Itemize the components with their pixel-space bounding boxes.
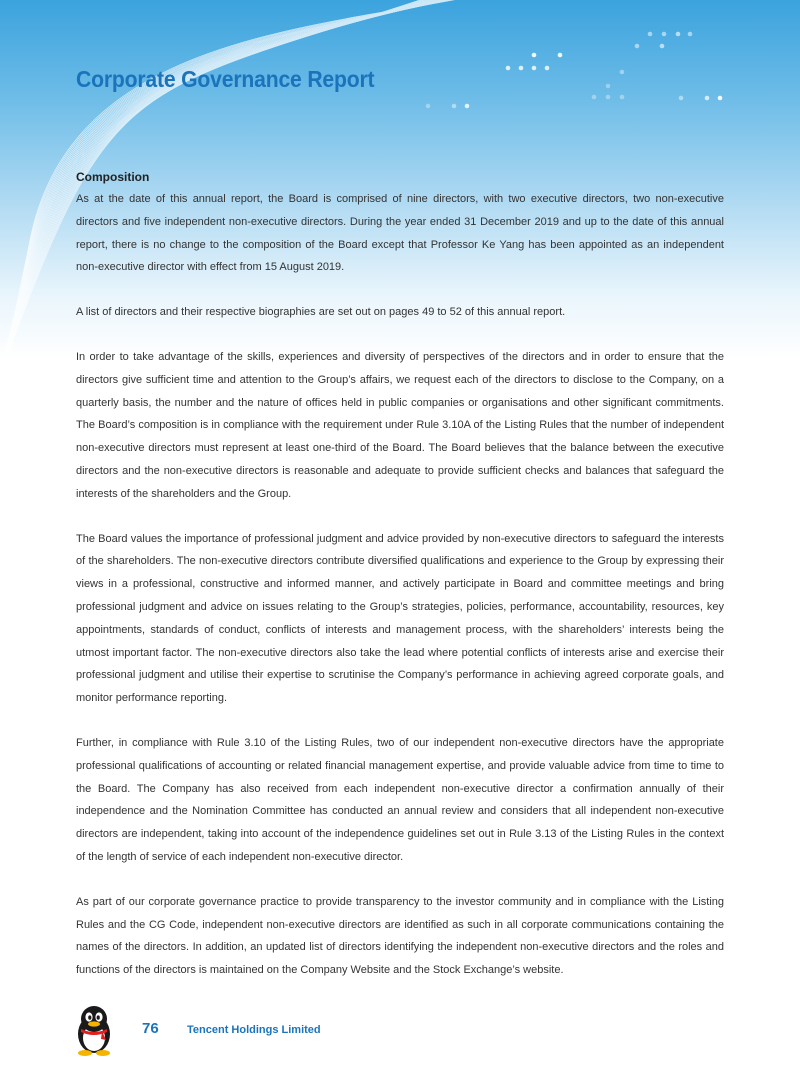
decorative-dot [506, 66, 511, 71]
paragraph: The Board values the importance of professional judgment and advice provided by non-executive directors to safeguard the interests of the shareholders. The non-executive directors contribute diversified qualifications and experience to the Group by expressing their views in a professional, constructive and informed manner, and actively participate in Board and committee meetings and bring professional judgment and advice on issues relating to the Group’s strategies, policies, performance, accountability, resources, key appointments, standards of conduct, conflicts of interests and management process, with the shareholders’ interests being the utmost important factor. The non-executive directors also take the lead where potential conflicts of interests arise and exercise their professional judgment and utilise their expertise to scrutinise the Company’s performance in achieving agreed corporate goals, and monitor performance reporting. [76, 532, 724, 705]
decorative-dot [676, 32, 681, 37]
decorative-dot [620, 70, 625, 75]
decorative-dot [635, 44, 640, 49]
paragraph: As at the date of this annual report, the Board is comprised of nine directors, with two executive directors, two non-executive directors and five independent non-executive directors. During the year ended 31 December 2019 and up to the date of this annual report, there is no change to the composition of the Board except that Professor Ke Yang has been appointed as an independent non-executive director with effect from 15 August 2019. [76, 193, 724, 274]
decorative-dot [606, 95, 611, 100]
section-heading: Composition [76, 170, 150, 184]
decorative-dot [452, 104, 457, 109]
decorative-dot [592, 95, 597, 100]
decorative-dot [545, 66, 550, 71]
paragraph: Further, in compliance with Rule 3.10 of the Listing Rules, two of our independent non-executive directors have the appropriate professional qualifications of accounting or related financial management expertise, and provide valuable advice from time to time to the Board. The Company has also received from each independent non-executive director a confirmation annually of their independence and the Nomination Committee has conducted an annual review and considers that all independent non-executive directors are independent, taking into account of the independence guidelines set out in Rule 3.13 of the Listing Rules in the context of the length of service of each independent non-executive director. [76, 736, 724, 863]
paragraph: In order to take advantage of the skills, experiences and diversity of perspectives of the directors and in order to ensure that the directors give sufficient time and attention to the Group’s affairs, we request each of the directors to disclose to the Company, on a quarterly basis, the number and the nature of offices held in public companies or organisations and other significant commitments. The Board’s composition is in compliance with the requirement under Rule 3.10A of the Listing Rules that the number of independent non-executive directors must represent at least one-third of the Board. The Board believes that the balance between the executive directors and the non-executive directors is reasonable and adequate to provide sufficient checks and balances that safeguard the interests of the shareholders and the Group. [76, 350, 724, 500]
decorative-dot [662, 32, 667, 37]
decorative-dot [705, 96, 710, 101]
decorative-dot [465, 104, 470, 109]
decorative-dot [558, 53, 563, 58]
decorative-dot [648, 32, 653, 37]
decorative-dot [519, 66, 524, 71]
decorative-dot [679, 96, 684, 101]
decorative-dot [532, 66, 537, 71]
decorative-dot [532, 53, 537, 58]
decorative-dot [688, 32, 693, 37]
decorative-dot [426, 104, 431, 109]
paragraph: A list of directors and their respective biographies are set out on pages 49 to 52 of this annual report. [76, 306, 566, 319]
page-number: 76 [142, 1020, 159, 1037]
page-footer [72, 1004, 472, 1056]
decorative-dot [606, 84, 611, 89]
decorative-dot [660, 44, 665, 49]
report-body [76, 170, 724, 1004]
paragraph: As part of our corporate governance practice to provide transparency to the investor community and in compliance with the Listing Rules and the CG Code, independent non-executive directors are identified as such in all corporate communications containing the names of the directors. In addition, an updated list of directors identifying the independent non-executive directors and the roles and functions of the directors is maintained on the Company Website and the Stock Exchange’s website. [76, 895, 724, 977]
penguin-mascot-icon [72, 1004, 116, 1056]
page-title: Corporate Governance Report [76, 66, 375, 92]
company-name: Tencent Holdings Limited [187, 1024, 321, 1036]
decorative-dot [620, 95, 625, 100]
decorative-dot [718, 96, 723, 101]
